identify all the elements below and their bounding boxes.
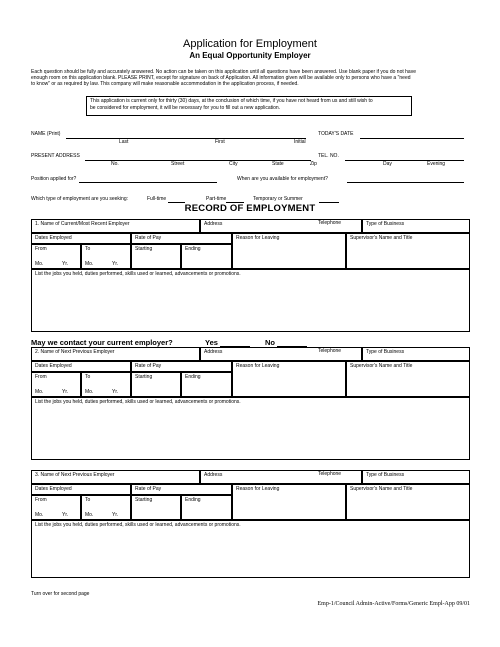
employer-1-from-label: From — [35, 246, 47, 252]
employer-2-name[interactable] — [31, 347, 200, 361]
employer-3-starting-rate[interactable] — [131, 495, 181, 520]
employer-2-business[interactable] — [362, 347, 470, 361]
employer-2-to-label: To — [85, 374, 91, 380]
todays-date-field[interactable] — [360, 138, 464, 139]
employer-2-starting-rate[interactable] — [131, 372, 181, 397]
employer-1-reason-for-leaving[interactable] — [232, 233, 346, 269]
employer-2-rate-of-pay — [131, 361, 232, 372]
address-label: PRESENT ADDRESS — [31, 153, 80, 159]
employer-1-business-label: Type of Business — [366, 221, 405, 227]
employer-2-ending-rate[interactable] — [181, 372, 232, 397]
employer-1-ending-rate[interactable] — [181, 244, 232, 269]
employer-1-supervisor[interactable] — [346, 233, 470, 269]
employer-1-from-mo: Mo. — [35, 261, 44, 267]
employer-2-jobs-description-label: List the jobs you held, duties performed, skills used or learned, advancements or promotions. — [35, 399, 241, 405]
employer-1-from-yr: Yr. — [62, 261, 69, 267]
employer-3-name[interactable] — [31, 470, 200, 484]
employer-3-to-mo: Mo. — [85, 512, 94, 518]
instructions-line-3: to know" or as required by law. This company will make reasonable accommodation in the application process, if needed. — [31, 81, 299, 87]
employer-3-ending-rate[interactable] — [181, 495, 232, 520]
employer-2-supervisor-label: Supervisor's Name and Title — [350, 363, 413, 369]
employer-2-to-yr: Yr. — [112, 389, 119, 395]
type-temporary-label: Temporary or Summer — [253, 196, 303, 202]
employer-3-reason-for-leaving[interactable] — [232, 484, 346, 520]
employer-2-name-label: 2. Name of Next Previous Employer — [35, 349, 115, 355]
employer-1-supervisor-label: Supervisor's Name and Title — [350, 235, 413, 241]
employer-3-dates-employed — [31, 484, 131, 495]
employer-1-starting-rate-label: Starting — [135, 246, 153, 252]
instructions-line-2: enough room on this application blank. PLEASE PRINT, except for signature on back of Application. All information given will be available only to persons who have a "need — [31, 75, 411, 81]
employer-1-rate-of-pay-label: Rate of Pay — [135, 235, 162, 241]
tel-sub-evening: Evening — [427, 161, 446, 167]
notice-box — [86, 96, 412, 116]
employer-1-to-yr: Yr. — [112, 261, 119, 267]
employer-1-jobs-description-label: List the jobs you held, duties performed, skills used or learned, advancements or promotions. — [35, 271, 241, 277]
employer-3-rate-of-pay-label: Rate of Pay — [135, 486, 162, 492]
position-field[interactable] — [79, 182, 217, 183]
employer-3-to-label: To — [85, 497, 91, 503]
employer-3-name-label: 3. Name of Next Previous Employer — [35, 472, 115, 478]
address-sub-street: Street — [171, 161, 185, 167]
employer-3-business[interactable] — [362, 470, 470, 484]
employer-2-business-label: Type of Business — [366, 349, 405, 355]
address-sub-zip: Zip — [310, 161, 317, 167]
employer-2-from-label: From — [35, 374, 47, 380]
employer-2-telephone-label: Telephone — [318, 348, 342, 354]
employer-2-reason-for-leaving[interactable] — [232, 361, 346, 397]
employer-3-dates-employed-label: Dates Employed — [35, 486, 72, 492]
employer-2-dates-employed — [31, 361, 131, 372]
employer-3-to-yr: Yr. — [112, 512, 119, 518]
employer-1-starting-rate[interactable] — [131, 244, 181, 269]
name-sub-first: First — [215, 139, 225, 145]
contact-no-label: No — [265, 338, 275, 347]
employer-3-jobs-description-label: List the jobs you held, duties performed, skills used or learned, advancements or promotions. — [35, 522, 241, 528]
notice-line-1: This application is current only for thirty (30) days, at the conclusion of which time, if you have not heard from us and still wish to — [90, 98, 373, 104]
address-sub-state: State — [272, 161, 284, 167]
employer-1-dates-employed-label: Dates Employed — [35, 235, 72, 241]
employer-1-to-label: To — [85, 246, 91, 252]
address-sub-no: No. — [111, 161, 119, 167]
contact-yes-label: Yes — [205, 338, 218, 347]
employer-1-dates-employed — [31, 233, 131, 244]
form-code: Emp-1/Council Admin-Active/Forms/Generic Empl-App 09/01 — [317, 601, 470, 607]
address-sub-city: City — [229, 161, 238, 167]
employer-3-jobs-description[interactable] — [31, 520, 470, 578]
employer-1-business[interactable] — [362, 219, 470, 233]
employer-3-from-label: From — [35, 497, 47, 503]
type-full-time-label: Full-time — [147, 196, 167, 202]
name-field[interactable] — [66, 138, 306, 139]
employer-3-reason-for-leaving-label: Reason for Leaving — [236, 486, 280, 492]
employer-2-from-mo: Mo. — [35, 389, 44, 395]
employer-3-address-label: Address — [204, 472, 223, 478]
employer-3-business-label: Type of Business — [366, 472, 405, 478]
page-title: Application for Employment — [183, 38, 317, 50]
employer-3-from-mo: Mo. — [35, 512, 44, 518]
employer-2-ending-rate-label: Ending — [185, 374, 201, 380]
employer-1-reason-for-leaving-label: Reason for Leaving — [236, 235, 280, 241]
todays-date-label: TODAY'S DATE — [318, 131, 354, 137]
employer-3-supervisor[interactable] — [346, 484, 470, 520]
employer-3-supervisor-label: Supervisor's Name and Title — [350, 486, 413, 492]
employer-3-from-yr: Yr. — [62, 512, 69, 518]
employer-2-rate-of-pay-label: Rate of Pay — [135, 363, 162, 369]
name-sub-initial: Initial — [294, 139, 306, 145]
employer-1-ending-rate-label: Ending — [185, 246, 201, 252]
employer-1-name[interactable] — [31, 219, 200, 233]
employer-2-jobs-description[interactable] — [31, 397, 470, 460]
available-field[interactable] — [347, 182, 464, 183]
employer-3-telephone-label: Telephone — [318, 471, 342, 477]
employer-1-name-label: 1. Name of Current/Most Recent Employer — [35, 221, 130, 227]
employer-2-starting-rate-label: Starting — [135, 374, 153, 380]
record-of-employment-heading: RECORD OF EMPLOYMENT — [184, 203, 316, 214]
notice-line-2: be considered for employment, it will be necessary for you to fill out a new application. — [90, 105, 281, 111]
contact-no-field[interactable] — [277, 346, 307, 347]
employer-2-reason-for-leaving-label: Reason for Leaving — [236, 363, 280, 369]
employer-3-ending-rate-label: Ending — [185, 497, 201, 503]
employer-1-address-label: Address — [204, 221, 223, 227]
name-label: NAME (Print) — [31, 131, 61, 137]
employer-2-supervisor[interactable] — [346, 361, 470, 397]
contact-yes-field[interactable] — [220, 346, 250, 347]
available-label: When are you available for employment? — [237, 176, 328, 182]
employer-1-rate-of-pay — [131, 233, 232, 244]
employer-2-to-mo: Mo. — [85, 389, 94, 395]
tel-field[interactable] — [345, 160, 464, 161]
contact-question: May we contact your current employer? — [31, 338, 173, 347]
employer-2-dates-employed-label: Dates Employed — [35, 363, 72, 369]
employer-3-starting-rate-label: Starting — [135, 497, 153, 503]
employer-1-jobs-description[interactable] — [31, 269, 470, 332]
name-sub-last: Last — [119, 139, 129, 145]
tel-label: TEL. NO. — [318, 153, 339, 159]
employer-2-address-label: Address — [204, 349, 223, 355]
instructions-line-1: Each question should be fully and accurately answered. No action can be taken on this application until all questions have been answered. Use blank paper if you do not have — [31, 69, 416, 75]
tel-sub-day: Day — [383, 161, 392, 167]
employer-1-telephone-label: Telephone — [318, 220, 342, 226]
employer-2-from-yr: Yr. — [62, 389, 69, 395]
employment-type-label: Which type of employment are you seeking: — [31, 196, 128, 202]
employer-1-to-mo: Mo. — [85, 261, 94, 267]
page-subtitle: An Equal Opportunity Employer — [189, 51, 311, 60]
position-label: Position applied for? — [31, 176, 77, 182]
turn-over-note: Turn over for second page — [31, 591, 90, 597]
employer-3-rate-of-pay — [131, 484, 232, 495]
type-part-time-label: Part-time — [206, 196, 227, 202]
